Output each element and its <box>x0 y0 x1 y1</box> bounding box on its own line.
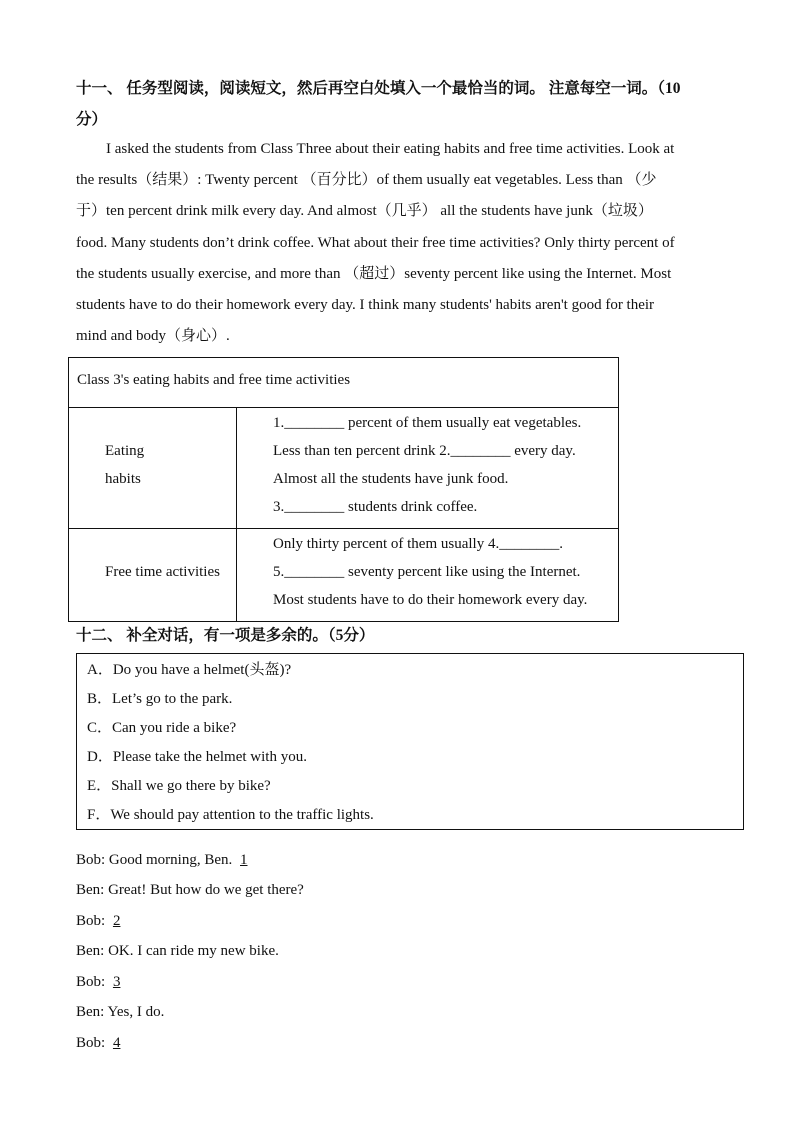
reading-passage <box>76 134 726 352</box>
section-11-heading-line2: 分） <box>76 111 108 128</box>
table-line-homework: Most students have to do their homework every day. <box>273 592 588 608</box>
passage-line: the results（结果）: Twenty percent （百分比）of them usually eat vegetables. Less than （少 <box>76 172 657 189</box>
dialogue-line: Bob: 3 <box>76 972 126 992</box>
summary-table <box>68 357 619 622</box>
table-line-blank-1: 1.________ percent of them usually eat vegetables. <box>273 415 582 431</box>
dialogue-line: Ben: OK. I can ride my new bike. <box>76 943 279 959</box>
answer-blank: 3 <box>112 974 121 990</box>
passage-line: I asked the students from Class Three about their eating habits and free time activities. Look at <box>106 141 675 157</box>
passage-line: food. Many students don’t drink coffee. What about their free time activities? Only thirty percent of <box>76 234 675 251</box>
answer-blank: 4 <box>112 1035 121 1051</box>
passage-line: the students usually exercise, and more than （超过）seventy percent like using the Internet. Most <box>76 265 672 282</box>
passage-line: 于）ten percent drink milk every day. And almost（几乎） all the students have junk（垃圾） <box>76 203 653 220</box>
row-label-eating: Eating <box>105 443 145 459</box>
dialogue-line: Bob: 4 <box>76 1033 126 1053</box>
options-box <box>76 653 744 830</box>
row-label-free-time: Free time activities <box>105 564 220 580</box>
passage-line: mind and body（身心）. <box>76 328 230 345</box>
row-label-habits: habits <box>105 471 141 487</box>
table-title: Class 3's eating habits and free time activities <box>77 372 351 388</box>
option-d: D．Please take the helmet with you. <box>87 749 307 765</box>
section-11-heading-line1: 十一、 任务型阅读，阅读短文，然后再空白处填入一个最恰当的词。 注意每空一词。（10 <box>76 80 681 97</box>
option-f: F．We should pay attention to the traffic lights. <box>87 807 374 823</box>
table-row-eating-habits <box>69 408 618 529</box>
table-line-blank-5: 5.________ seventy percent like using the Internet. <box>273 564 581 580</box>
table-line-blank-4: Only thirty percent of them usually 4.________. <box>273 536 563 552</box>
section-12-heading: 十二、 补全对话，有一项是多余的。（5分） <box>76 627 375 644</box>
option-a: A．Do you have a helmet(头盔)? <box>87 662 292 678</box>
dialogue-line: Bob: 2 <box>76 911 126 931</box>
answer-blank: 2 <box>112 913 121 929</box>
table-title-row <box>69 358 618 408</box>
answer-blank: 1 <box>240 852 248 868</box>
passage-line: students have to do their homework every day. I think many students' habits aren't good for their <box>76 297 655 314</box>
dialogue-line: Ben: Great! But how do we get there? <box>76 882 304 898</box>
option-b: B．Let’s go to the park. <box>87 691 233 707</box>
table-line-junk-food: Almost all the students have junk food. <box>273 471 509 487</box>
option-c: C．Can you ride a bike? <box>87 720 237 736</box>
table-line-blank-2: Less than ten percent drink 2.________ every day. <box>273 443 576 459</box>
dialogue-line: Ben: Yes, I do. <box>76 1004 165 1020</box>
option-e: E．Shall we go there by bike? <box>87 778 271 794</box>
table-divider <box>236 408 237 622</box>
section-11-heading <box>76 73 726 135</box>
table-line-blank-3: 3.________ students drink coffee. <box>273 499 478 515</box>
table-row-free-time <box>69 529 618 621</box>
dialogue-line: Bob: Good morning, Ben. 1 <box>76 850 254 870</box>
